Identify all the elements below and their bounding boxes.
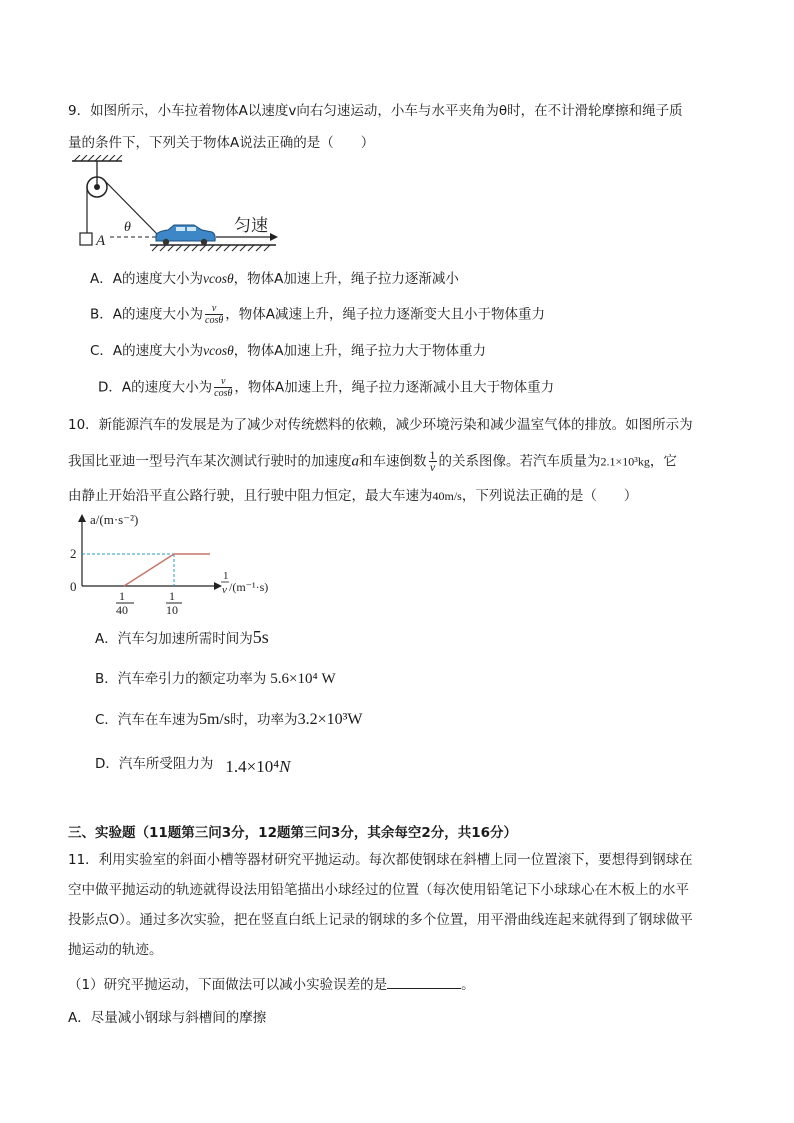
q9-option-c: C．A的速度大小为vcosθ，物体A加速上升，绳子拉力大于物体重力 [90, 343, 487, 359]
q10-option-d: D．汽车所受阻力为 1.4×10⁴N [95, 756, 291, 776]
x-tick-1-num: 1 [119, 589, 125, 603]
q11-sub1: （1）研究平抛运动，下面做法可以减小实验误差的是 。 [68, 974, 475, 995]
answer-blank[interactable] [387, 974, 461, 989]
q11-stem-line2: 空中做平抛运动的轨迹就得设法用铅笔描出小球经过的位置（每次使用铅笔记下小球球心在木板上的水平 [68, 882, 689, 898]
q11-stem-line3: 投影点O）。通过多次实验，把在竖直白纸上记录的钢球的多个位置，用平滑曲线连起来就得到了钢球做平 [68, 912, 693, 928]
q9-stem-line1: 9．如图所示，小车拉着物体A以速度v向右匀速运动，小车与水平夹角为θ时，在不计滑轮摩擦和绳子质 [68, 103, 683, 119]
section-heading: 三、实验题（11题第三问3分，12题第三问3分，其余每空2分，共16分） [68, 825, 518, 841]
x-tick-2-num: 1 [169, 589, 175, 603]
q9-option-b: B．A的速度大小为 $\frac{v}{\cos\theta}$ ，物体A减速上升，绳子拉力逐渐变大且小于物体重力 [90, 303, 545, 326]
origin-label: 0 [70, 579, 77, 594]
block-a [80, 233, 92, 245]
q9-option-a: A．A的速度大小为vcosθ，物体A加速上升，绳子拉力逐渐减小 [90, 271, 459, 287]
x-tick-1-den: 40 [116, 603, 128, 617]
q10-option-c: C．汽车在车速为5m/s时，功率为3.2×10³W [95, 711, 363, 728]
q10-stem-line1: 10．新能源汽车的发展是为了减少对传统燃料的依赖，减少环境污染和减少温室气体的排放。如图所示为 [68, 417, 693, 433]
x-label-unit: /(m⁻¹·s) [229, 580, 269, 594]
rising-segment [124, 554, 174, 586]
x-tick-2-den: 10 [166, 603, 178, 617]
x-label-den: v [222, 584, 227, 596]
q11-stem-line1: 11．利用实验室的斜面小槽等器材研究平抛运动。每次都使钢球在斜槽上同一位置滚下，要想得到钢球在 [68, 852, 693, 868]
q9-option-d: D．A的速度大小为 $\frac{v}{\cos\theta}$ ，物体A加速上升，绳子拉力逐渐减小且大于物体重力 [98, 376, 555, 399]
label-theta: θ [124, 220, 131, 235]
x-label-num: 1 [223, 570, 229, 582]
q11-stem-line4: 抛运动的轨迹。 [68, 942, 163, 958]
q10-stem-line3: 由静止开始沿平直公路行驶，且行驶中阻力恒定，最大车速为40m/s，下列说法正确的是（ ） [68, 488, 638, 504]
label-uniform-speed: 匀速 [234, 216, 268, 236]
q10-option-b: B．汽车牵引力的额定功率为 5.6×10⁴ W [95, 671, 336, 687]
q9-stem-line2: 量的条件下，下列关于物体A说法正确的是（ ） [68, 135, 375, 151]
pulley-car-figure [70, 155, 290, 255]
q11-option-a: A．尽量减小钢球与斜槽间的摩擦 [68, 1010, 267, 1026]
acceleration-chart [68, 510, 288, 618]
y-tick-2: 2 [70, 546, 77, 561]
car-icon [156, 225, 215, 245]
label-a: A [96, 233, 106, 249]
q10-option-a: A．汽车匀加速所需时间为5s [95, 627, 269, 647]
q10-stem-line2: 我国比亚迪一型号汽车某次测试行驶时的加速度a和车速倒数 $\frac{1}{v}$ 的关系图像。若汽车质量为2.1×10³kg，它 [68, 448, 677, 474]
y-axis-label: a/(m·s⁻²) [90, 512, 139, 527]
